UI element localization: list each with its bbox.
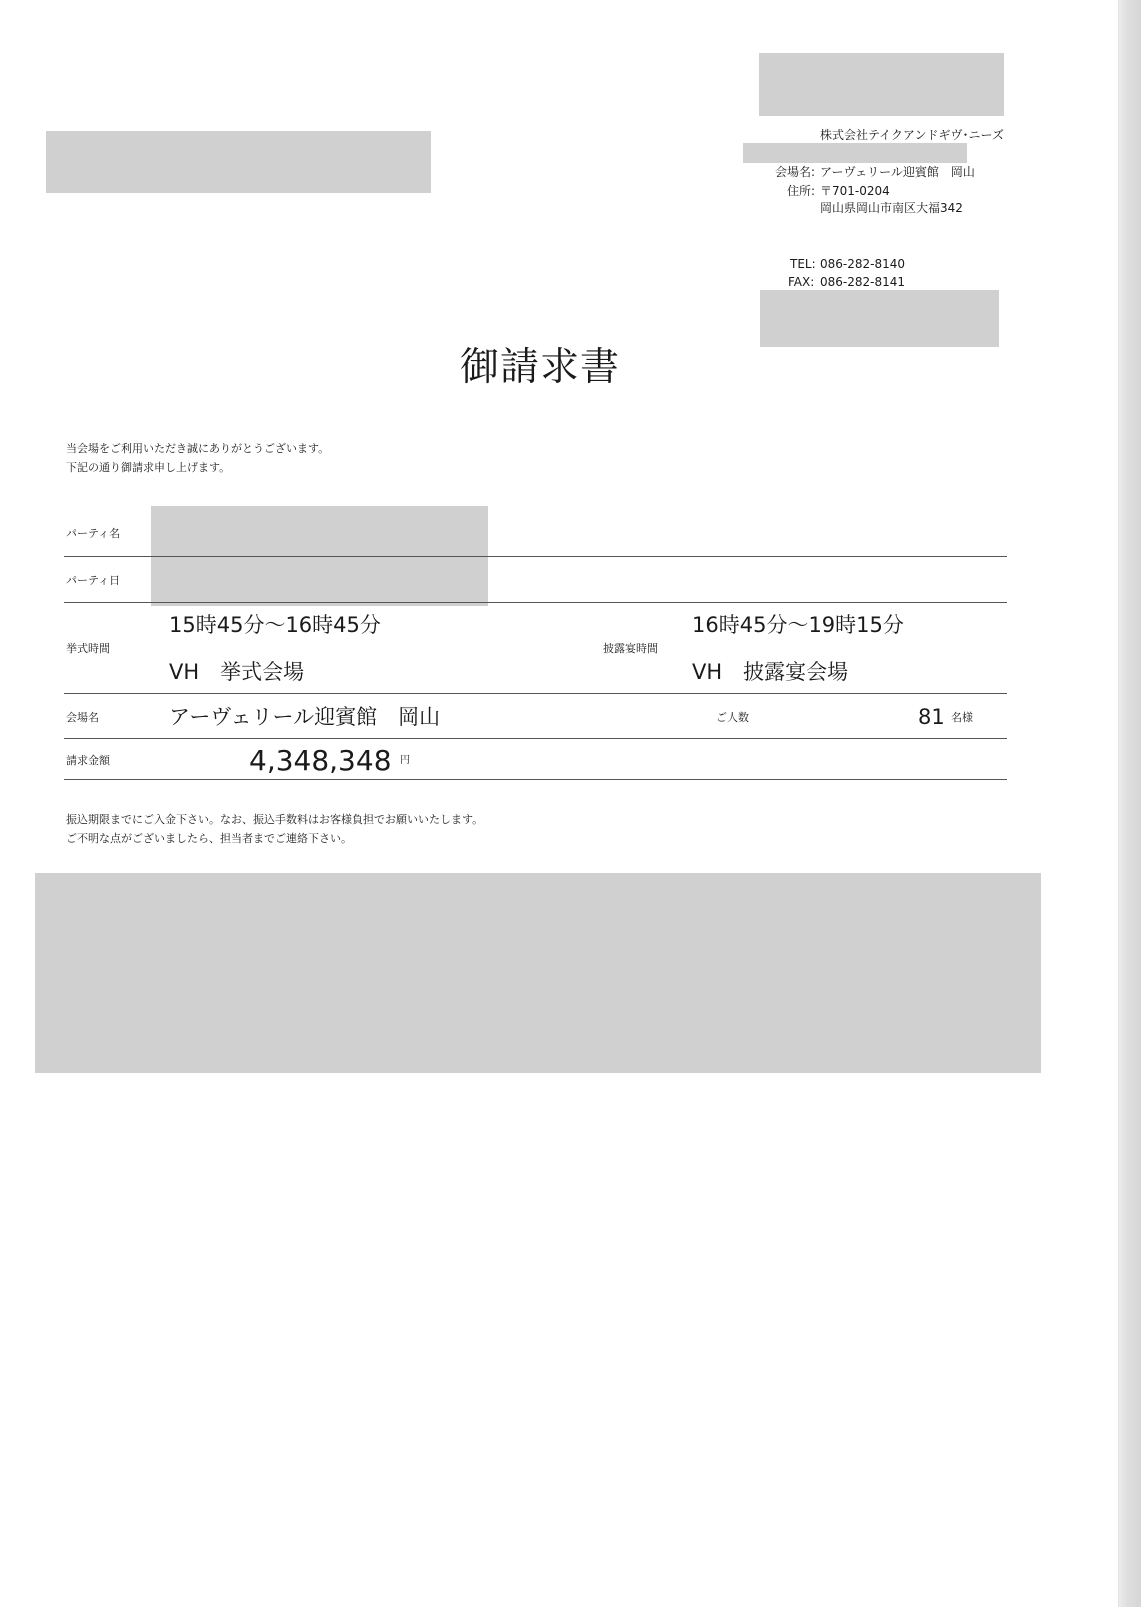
redacted-company-subline	[743, 143, 967, 163]
invoice-amount: 4,348,348	[249, 744, 392, 777]
venue-label: 会場名:	[775, 165, 816, 179]
greeting-line-1: 当会場をご利用いただき誠にありがとうございます。	[66, 442, 330, 455]
fax-number: 086-282-8141	[820, 275, 906, 289]
amount-unit: 円	[400, 755, 410, 766]
venue-name: アーヴェリール迎賓館 岡山	[820, 165, 975, 179]
row-divider	[64, 779, 1007, 780]
address-label: 住所:	[787, 184, 816, 198]
row-divider	[64, 556, 1007, 557]
company-name: 株式会社テイクアンドギヴ･ニーズ	[820, 128, 1004, 142]
row-divider	[64, 738, 1007, 739]
redacted-recipient-block	[46, 131, 431, 193]
party-date-label: パーティ日	[66, 574, 121, 587]
reception-time: 16時45分〜19時15分	[692, 613, 904, 637]
page-edge-shadow	[1118, 0, 1141, 1607]
ceremony-time-label: 挙式時間	[66, 642, 110, 655]
address-line: 岡山県岡山市南区大福342	[820, 201, 963, 215]
tel-label: TEL:	[790, 257, 816, 271]
tel-number: 086-282-8140	[820, 257, 906, 271]
venue-row-label: 会場名	[66, 711, 99, 724]
ceremony-time: 15時45分〜16時45分	[169, 613, 381, 637]
document-title: 御請求書	[460, 345, 621, 390]
note-line-2: ご不明な点がございましたら、担当者までご連絡下さい。	[66, 832, 352, 845]
reception-time-label: 披露宴時間	[603, 642, 658, 655]
ceremony-place: VH 挙式会場	[169, 660, 305, 684]
redacted-contact-block	[760, 290, 999, 347]
greeting-line-2: 下記の通り御請求申し上げます。	[66, 461, 231, 474]
redacted-bank-info	[35, 873, 1041, 1073]
note-line-1: 振込期限までにご入金下さい。なお、振込手数料はお客様負担でお願いいたします。	[66, 813, 484, 826]
guests-unit: 名様	[951, 711, 973, 724]
fax-label: FAX:	[788, 275, 815, 289]
row-divider	[64, 693, 1007, 694]
reception-place: VH 披露宴会場	[692, 660, 849, 684]
amount-label: 請求金額	[66, 754, 110, 767]
party-name-label: パーティ名	[66, 527, 121, 540]
guests-count: 81	[918, 705, 945, 729]
venue-row-value: アーヴェリール迎賓館 岡山	[169, 705, 441, 729]
guests-label: ご人数	[716, 711, 749, 724]
postal-code: 〒701-0204	[820, 184, 890, 198]
redacted-logo-block	[759, 53, 1004, 116]
row-divider	[64, 602, 1007, 603]
